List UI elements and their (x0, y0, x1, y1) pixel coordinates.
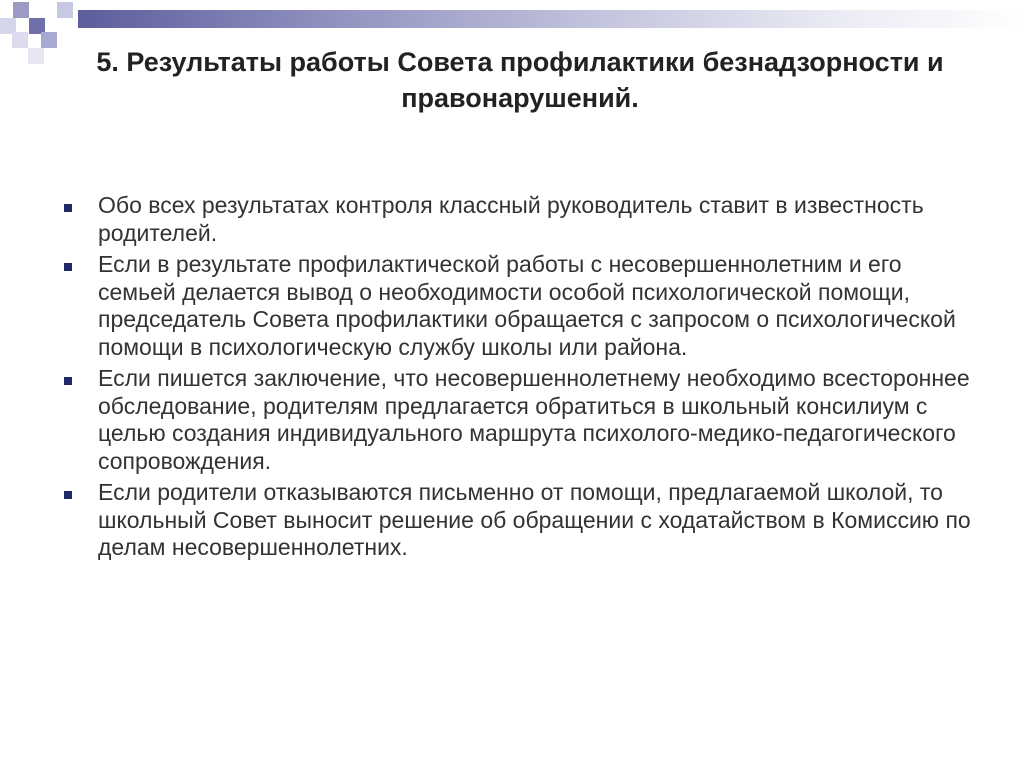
decor-square (13, 2, 29, 18)
bullet-text: Если в результате профилактической работы с несовершеннолетним и его семьей делается вывод о необходимости особой психологической помощи, председатель Совета профилактики обращается с запросом о психологической помощи в психологическую службу школы или района. (98, 251, 956, 360)
decor-square (41, 32, 57, 48)
decor-square (28, 48, 44, 64)
square-bullet-icon (64, 377, 72, 385)
bullet-text: Если родители отказываются письменно от помощи, предлагаемой школой, то школьный Совет выносит решение об обращении с ходатайством в Комиссию по делам несовершеннолетних. (98, 479, 971, 560)
bullet-list (60, 192, 980, 566)
square-bullet-icon (64, 263, 72, 271)
bullet-item (60, 479, 980, 562)
bullet-item (60, 192, 980, 247)
bullet-text: Если пишется заключение, что несовершеннолетнему необходимо всестороннее обследование, родителям предлагается обратиться в школьный консилиум с целью создания индивидуального маршрута психолого-медико-педагогического сопровождения. (98, 365, 970, 474)
header-gradient-bar (78, 10, 1024, 28)
bullet-text: Обо всех результатах контроля классный руководитель ставит в известность родителей. (98, 192, 924, 246)
square-bullet-icon (64, 204, 72, 212)
bullet-item (60, 251, 980, 361)
bullet-item (60, 365, 980, 475)
slide-title: 5. Результаты работы Совета профилактики безнадзорности и правонарушений. (96, 47, 944, 113)
decor-square (57, 2, 73, 18)
square-bullet-icon (64, 491, 72, 499)
decor-square (12, 32, 28, 48)
